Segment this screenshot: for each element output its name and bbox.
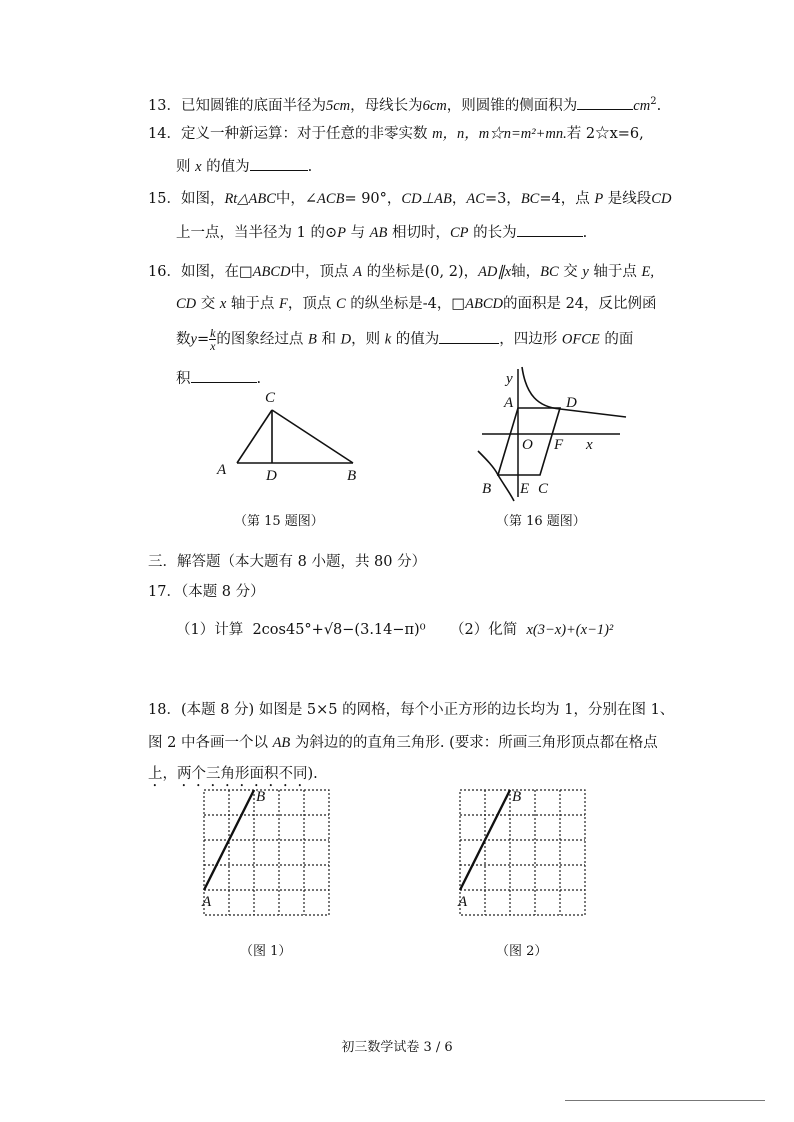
grid-figure-1 — [196, 786, 336, 922]
question-16-line2 — [176, 294, 657, 314]
q15-point-p: P — [594, 191, 604, 207]
q14-then: 则 — [176, 159, 191, 175]
fig16-label-d: D — [566, 395, 577, 411]
q16-point-c: C — [336, 296, 346, 312]
fig15-segment-ac — [237, 410, 272, 463]
fig16-label-y: y — [506, 371, 513, 387]
question-17-part2 — [450, 620, 613, 640]
q16-text-l: 数 — [176, 331, 191, 348]
q13-text: 13．已知圆锥的底面半径为 — [148, 97, 326, 114]
fig16-label-e: E — [520, 481, 530, 497]
q15-cd: CD — [651, 191, 672, 207]
question-14-line2 — [176, 156, 312, 177]
fig15-label-c: C — [265, 390, 276, 406]
page-footer: 初三数学试卷 3 / 6 — [341, 1040, 453, 1055]
q16-text-q: ，四边形 — [499, 331, 558, 348]
q16-point-f: F — [279, 296, 288, 312]
fig15-label-b: B — [347, 468, 357, 484]
q15-text-e: =3， — [484, 191, 521, 207]
question-16-line1 — [148, 262, 654, 282]
q15-bc: BC — [520, 191, 540, 207]
q13-slant: 6cm — [422, 97, 447, 114]
q15-cd-perp: CD⊥AB — [401, 191, 452, 207]
q16-answer-blank-area[interactable] — [191, 368, 257, 383]
q16-end: . — [256, 371, 262, 387]
q16-text-i: ，顶点 — [287, 296, 332, 312]
question-17-head: 17．（本题 8 分） — [148, 584, 265, 600]
fig16-label-f: F — [554, 437, 564, 453]
q15-angle: ACB — [317, 191, 345, 207]
grid2-label-b: B — [512, 789, 522, 805]
q16-point-e: E, — [641, 264, 654, 280]
q14-condition: 若 2☆x=6, — [566, 126, 644, 142]
q15-answer-blank[interactable] — [517, 222, 583, 237]
fig16-caption: （第 16 题图） — [496, 514, 586, 529]
q16-abcd: ABCD — [252, 264, 291, 280]
q15-ac: AC — [466, 191, 485, 207]
q16-text-s: 积 — [176, 371, 191, 387]
q14-definition: m☆n=m²+mn. — [478, 126, 567, 142]
fig15-caption: （第 15 题图） — [234, 514, 324, 529]
q16-answer-blank-k[interactable] — [439, 329, 499, 344]
q16-text-a: 16．如图，在□ — [148, 264, 253, 280]
fig15-label-a: A — [217, 462, 227, 478]
q16-text-c: 的坐标是(0, 2)， — [366, 264, 479, 280]
q16-text-m: 的图象经过点 — [216, 331, 304, 348]
q14-text: 14．定义一种新运算：对于任意的非零实数 — [148, 126, 428, 142]
q15-triangle: Rt△ABC — [224, 191, 276, 207]
q16-text-d: 轴， — [511, 264, 541, 280]
q16-text-h: 轴于点 — [230, 296, 275, 312]
fig16-label-b: B — [482, 481, 492, 497]
q15-text-i: 与 — [350, 225, 366, 241]
q13-text-mid: ，母线长为 — [350, 97, 423, 114]
q16-bc: BC — [540, 264, 559, 280]
q18-tail: ). — [307, 766, 318, 782]
q15-text-k: 的长为 — [473, 225, 517, 241]
q15-point-p2: P — [337, 225, 346, 241]
grid1-label-a: A — [202, 894, 212, 910]
q16-y: y — [582, 264, 589, 280]
figure-15 — [205, 386, 375, 486]
q16-text-p: 的值为 — [395, 331, 440, 348]
q18-emphasized-requirement: 上，两个三角形面积不同 — [148, 766, 308, 782]
section-3-title: 三．解答题（本大题有 8 小题，共 80 分） — [148, 554, 427, 570]
question-17-part1 — [176, 620, 426, 640]
q16-text-o: ，则 — [351, 331, 381, 348]
fig16-label-x: x — [586, 437, 593, 453]
q16-text-b: 中，顶点 — [290, 264, 349, 280]
q17-part1-label: （1）计算 — [176, 622, 244, 638]
q15-end: . — [582, 225, 588, 241]
q13-text-tail: ，则圆锥的侧面积为 — [446, 97, 578, 114]
q16-point-d: D — [340, 331, 352, 348]
fig16-label-o: O — [522, 437, 533, 453]
q16-text-j: 的纵坐标是-4，□ — [350, 296, 466, 312]
question-13: 13．已知圆锥的底面半径为5cm，母线长为6cm，则圆锥的侧面积为 $cm^2$. — [148, 96, 662, 114]
q15-text-j: 相切时， — [392, 225, 450, 241]
q18-ab: AB — [272, 735, 291, 751]
q14-end: . — [307, 159, 313, 175]
q17-part1-expr: 2cos45°+√8−(3.14−π)⁰ — [252, 622, 426, 638]
question-15-line2 — [176, 222, 587, 243]
grid2-caption: （图 2） — [496, 944, 548, 959]
fig16-label-c: C — [538, 481, 549, 497]
q16-x: x — [219, 296, 227, 312]
q15-text-c: = 90°， — [344, 191, 402, 207]
grid2-label-a: A — [458, 894, 468, 910]
grid1-caption: （图 1） — [240, 944, 292, 959]
figure-16 — [470, 355, 630, 505]
question-16-line3 — [176, 327, 633, 352]
q16-text-f: 轴于点 — [593, 264, 637, 280]
q16-cd: CD — [176, 296, 197, 312]
scan-artifact-line — [565, 1100, 765, 1101]
question-18-line2 — [148, 733, 658, 753]
q15-text-f: =4，点 — [539, 191, 590, 207]
q16-abcd2: ABCD — [465, 296, 503, 312]
q17-part2-label: （2）化简 — [450, 622, 518, 638]
q16-func-y: y — [190, 331, 197, 348]
q14-var-x: x — [195, 159, 202, 175]
q15-text-g: 是线段 — [607, 191, 652, 207]
q16-text-e: 交 — [563, 264, 578, 280]
q14-value-text: 的值为 — [206, 159, 250, 175]
q15-ab: AB — [369, 225, 388, 241]
q18-text-b: 为斜边的的直角三角形. (要求：所画三角形顶点都在格点 — [294, 735, 658, 751]
q14-answer-blank[interactable] — [250, 156, 308, 171]
q13-radius: 5cm — [325, 97, 351, 114]
q15-text-h: 上一点，当半径为 1 的⊙ — [176, 225, 338, 241]
q16-k: k — [384, 331, 392, 348]
q17-part2-expr: x(3−x)+(x−1)² — [526, 622, 614, 638]
question-14-line1 — [148, 124, 644, 144]
q15-cp: CP — [450, 225, 469, 241]
q13-unit: cm — [633, 97, 651, 114]
q16-ofce: OFCE — [561, 331, 600, 348]
q13-answer-blank[interactable] — [577, 95, 633, 110]
question-18-line1: 18．(本题 8 分) 如图是 5×5 的网格，每个小正方形的边长均为 1，分别在图 1、 — [148, 702, 675, 718]
q16-point-a: A — [353, 264, 362, 280]
q16-text-g: 交 — [200, 296, 216, 312]
q13-end: . — [656, 97, 662, 114]
q16-text-k: 的面积是 24，反比例函 — [502, 296, 657, 312]
q16-ad-parallel: AD∥x — [478, 264, 512, 280]
q16-frac-den: x — [210, 339, 216, 353]
q14-vars: m，n， — [432, 126, 479, 142]
q15-text-b: 中，∠ — [275, 191, 318, 207]
q16-text-n: 和 — [321, 331, 336, 348]
fig15-label-d: D — [266, 468, 277, 484]
grid1-label-b: B — [256, 789, 266, 805]
fig16-label-a: A — [504, 395, 514, 411]
q16-func-eq: = — [196, 331, 210, 348]
q16-point-b: B — [308, 331, 317, 348]
q16-text-r: 的面 — [604, 331, 634, 348]
q16-frac-num: k — [210, 326, 216, 340]
question-15-line1 — [148, 189, 671, 209]
q15-text-d: ， — [451, 191, 467, 207]
grid-figure-2 — [452, 786, 592, 922]
q18-text-a: 图 2 中各画一个以 — [148, 735, 268, 751]
q15-text-a: 15．如图， — [148, 191, 225, 207]
fig15-segment-cb — [272, 410, 353, 463]
